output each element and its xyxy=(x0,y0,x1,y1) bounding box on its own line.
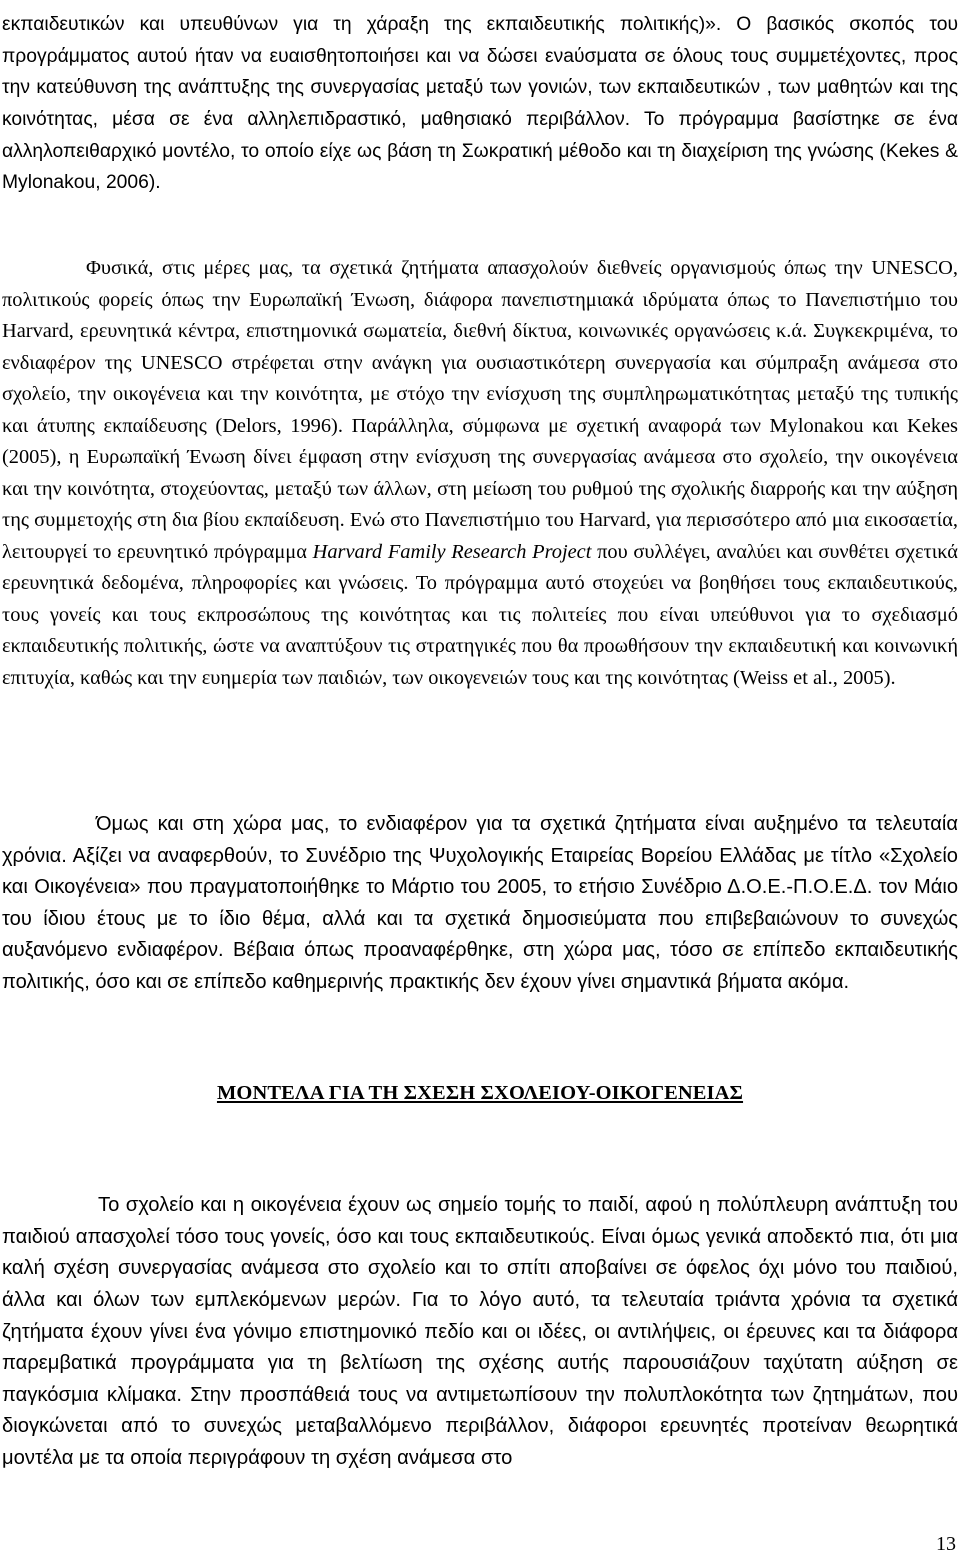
paragraph-greece-interest: Όμως και στη χώρα μας, το ενδιαφέρον για τα σχετικά ζητήματα είναι αυξημένο τα τελευταία χρόνια. Αξίζει να αναφερθούν, το Συνέδριο της Ψυχολογικής Εταιρείας Βορείου Ελλάδας με τίτλο «Σχολείο και Οικογένεια» που πραγματοποιήθηκε το Μάρτιο του 2005, το ετήσιο Συνέδριο Δ.Ο.Ε.-Π.Ο.Ε.Δ. τον Μάιο του ίδιου έτους με το ίδιο θέμα, αλλά και τα σχετικά δημοσιεύματα που επιβεβαιώνουν το συνεχώς αυξανόμενο ενδιαφέρον. Βέβαια όπως προαναφέρθηκε, στη χώρα μας, τόσο σε επίπεδο εκπαιδευτικής πολιτικής, όσο και σε επίπεδο καθημερινής πρακτικής δεν έχουν γίνει σημαντικά βήματα ακόμα. xyxy=(2,813,958,994)
paragraph-text: Φυσικά, στις μέρες μας, τα σχετικά ζητήματα απασχολούν διεθνείς οργανισμούς όπως την UNESCO, πολιτικούς φορείς όπως την Ευρωπαϊκή Ένωση, διάφορα πανεπιστημιακά ιδρύματα όπως το Πανεπιστήμιο του Harvard, ερευνητικά κέντρα, επιστημονικά σωματεία, διεθνή δίκτυα, κοινωνικές οργανώσεις κ.ά. Συγκεκριμένα, το ενδιαφέρον της UNESCO στρέφεται στην ανάγκη για ουσιαστικότερη συνεργασία και σύμπραξη ανάμεσα στο σχολείο, την οικογένεια και την κοινότητα, με στόχο την ενίσχυση της συμπληρωματικότητας μεταξύ της τυπικής και άτυπης εκπαίδευσης (Delors, 1996). Παράλληλα, σύμφωνα με σχετική αναφορά των Mylonakou και Kekes (2005), η Ευρωπαϊκή Ένωση δίνει έμφαση στην ενίσχυση της συνεργασίας ανάμεσα στο σχολείο, την οικογένεια και την κοινότητα, στοχεύοντας, μεταξύ των άλλων, στη μείωση του ρυθμού της σχολικής διαρροής και την αύξηση της συμμετοχής στη δια βίου εκπαίδευση. Ενώ στο Πανεπιστήμιο του Harvard, για περισσότερο από μια εικοσαετία, λειτουργεί το ερευνητικό πρόγραμμα xyxy=(2,257,958,563)
paragraph-text: που συλλέγει, αναλύει και συνθέτει σχετικά ερευνητικά δεδομένα, πληροφορίες και γνώσεις. Το πρόγραμμα αυτό στοχεύει να βοηθήσει τους εκπαιδευτικούς, τους γονείς και τους εκπροσώπους της κοινότητας και τις πολιτείες που είναι υπεύθυνοι για το σχεδιασμό εκπαιδευτικής πολιτικής, ώστε να αναπτύξουν τις στρατηγικές που θα προωθήσουν την εκπαιδευτική και κοινωνική επιτυχία, καθώς και την ευημερία των παιδιών, των οικογενειών τους και της κοινότητας (Weiss et al., 2005). xyxy=(2,540,958,689)
paragraph-unesco-program-summary: εκπαιδευτικών και υπευθύνων για τη χάραξη της εκπαιδευτικής πολιτικής)». Ο βασικός σκοπός του προγράμματος αυτού ήταν να ευαισθητοποιήσει και να δώσει ενaύσματα σε όλους τους συμμετέχοντες, προς την κατεύθυνση της ανάπτυξης της συνεργασίας μεταξύ των γονιών, των εκπαιδευτικών , των μαθητών και της κοινότητας, μέσα σε ένα αλληλεπιδραστικό, μαθησιακό περιβάλλον. Το πρόγραμμα βασίστηκε σε ένα αλληλοπειθαρχικό μοντέλο, το οποίο είχε ως βάση τη Σωκρατική μέθοδο και τη διαχείριση της γνώσης (Kekes & Mylonakou, 2006). xyxy=(2,14,958,194)
project-name: Harvard Family Research Project xyxy=(312,540,592,563)
page-number: 13 xyxy=(936,1533,956,1555)
paragraph-school-family-models: Το σχολείο και η οικογένεια έχουν ως σημείο τομής το παιδί, αφού η πολύπλευρη ανάπτυξη του παιδιού απασχολεί τόσο τους γονείς, όσο και τους εκπαιδευτικούς. Είναι όμως γενικά αποδεκτό πια, ότι μια καλή σχέση συνεργασίας ανάμεσα στο σχολείο και το σπίτι αποβαίνει σε όφελος όχι μόνο του παιδιού, άλλα και όλων των εμπλεκόμενων μερών. Για το λόγο αυτό, τα τελευταία τριάντα χρόνια τα σχετικά ζητήματα έχουν γίνει ένα γόνιμο επιστημονικό πεδίο και οι ιδέες, οι αντιλήψεις, οι έρευνες και τα διάφορα παρεμβατικά προγράμματα για τη βελτίωση της σχέσης αυτής παρουσιάζουν ταχύτατη αύξηση σε παγκόσμια κλίμακα. Στην προσπάθειά τους να αντιμετωπίσουν την πολυπλοκότητα των ζητημάτων, που διογκώνεται από το συνεχώς μεταβαλλόμενο περιβάλλον, διάφοροι ερευνητές προτείναν θεωρητικά μοντέλα με τα οποία περιγράφουν τη σχέση ανάμεσα στο xyxy=(2,1194,958,1469)
section-heading: ΜΟΝΤΕΛΑ ΓΙΑ ΤΗ ΣΧΕΣΗ ΣΧΟΛΕΙΟΥ-ΟΙΚΟΓΕΝΕΙΑΣ xyxy=(216,1082,744,1104)
paragraph-international-organizations xyxy=(2,253,958,694)
